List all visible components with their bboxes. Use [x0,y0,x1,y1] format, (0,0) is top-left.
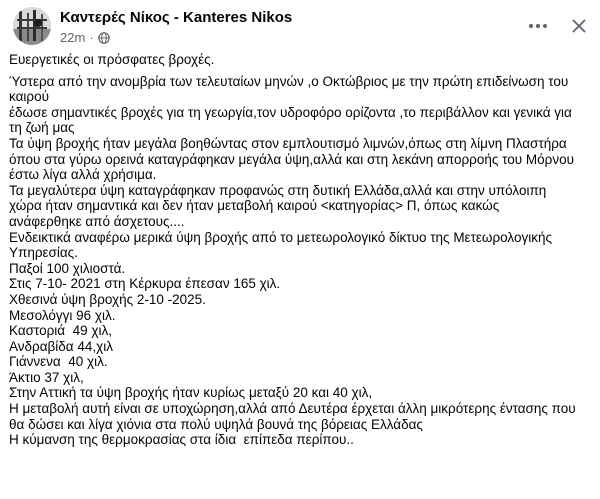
post-line: έδωσε σημαντικές βροχές για τη γεωργία,τον υδροφόρο ορίζοντα ,το περιβάλλον και γενικά για [9,104,572,120]
avatar-photo [13,7,51,45]
post-line: Παξοί 100 χιλιοστά. [9,260,126,276]
post-line: Ευεργετικές οι πρόσφατες βροχές. [9,52,215,67]
post-line: Η κύμανση της θερμοκρασίας στα ίδια επίπεδα περίπου.. [9,432,354,448]
post-line: όπου στα γύρω ορεινά καταγράφηκαν μεγάλα ύψη,αλλά και στη λεκάνη απορροής του Μόρνου [9,151,574,167]
post-line: Άκτιο 37 χιλ, [9,369,84,385]
post-line: Καστοριά 49 χιλ, [9,323,112,339]
post-line: Ενδεικτικά αναφέρω μερικά ύψη βροχής από το μετεωρολογικό δίκτυο της Μετεωρολογικής [9,229,552,245]
close-button[interactable] [566,13,592,39]
meta-separator: · [89,30,94,45]
author-avatar[interactable] [13,7,51,45]
post-line: Στην Αττική τα ύψη βροχής ήταν κυρίως μεταξύ 20 και 40 χιλ, [9,385,373,401]
post-line: Ύστερα από την ανομβρία των τελευταίων μηνών ,ο Οκτώβριος με την πρώτη επιδείνωση του [9,73,569,89]
post-line: Τα μεγαλύτερα ύψη καταγράφηκαν προφανώς στη δυτική Ελλάδα,αλλά και στην υπόλοιπη [9,182,547,198]
more-options-button[interactable] [524,14,552,38]
post-line: Ανδραβίδα 44,χιλ [9,338,113,354]
author-name[interactable]: Καντερές Νίκος - Kanteres Nikos [60,9,293,26]
post-line: Χθεσινά ύψη βροχής 2-10 -2025. [9,291,206,307]
close-icon [572,19,586,33]
post-line: καιρού [9,89,49,105]
post-line: Τα ύψη βροχής ήταν μεγάλα βοηθώντας στον εμπλουτισμό λιμνών,όπως στη λίμνη Πλαστήρα [9,135,567,151]
post-line: Η μεταβολή αυτή είναι σε υποχώρηση,αλλά από Δευτέρα έρχεται άλλη μικρότερης έντασης που [9,401,576,417]
globe-icon [98,32,110,44]
post-header [0,0,600,52]
post-line: τη ζωή μας [9,120,75,136]
post-line: ανάφερθηκε από άσχετους.... [9,213,185,229]
post-meta [60,30,110,45]
post-line: έστω λίγα αλλά χρήσιμα. [9,167,157,183]
post-line: Υπηρεσίας. [9,245,78,261]
post-line: Στις 7-10- 2021 στη Κέρκυρα έπεσαν 165 χιλ. [9,276,281,292]
post-line: θα δώσει και λίγα χιόνια στα πολύ υψηλά βουνά της βόρειας Ελλάδας [9,416,423,432]
post-time[interactable]: 22m [60,30,86,45]
post-line: Μεσολόγγι 96 χιλ. [9,307,116,323]
post-line: χώρα ήταν σημαντικά και δεν ήταν μεταβολή καιρού <κατηγορίας> Π, όπως κακώς [9,198,500,214]
post-line: Γιάννενα 40 χιλ. [9,354,108,370]
post-text [9,52,594,448]
more-options-icon [528,23,548,29]
